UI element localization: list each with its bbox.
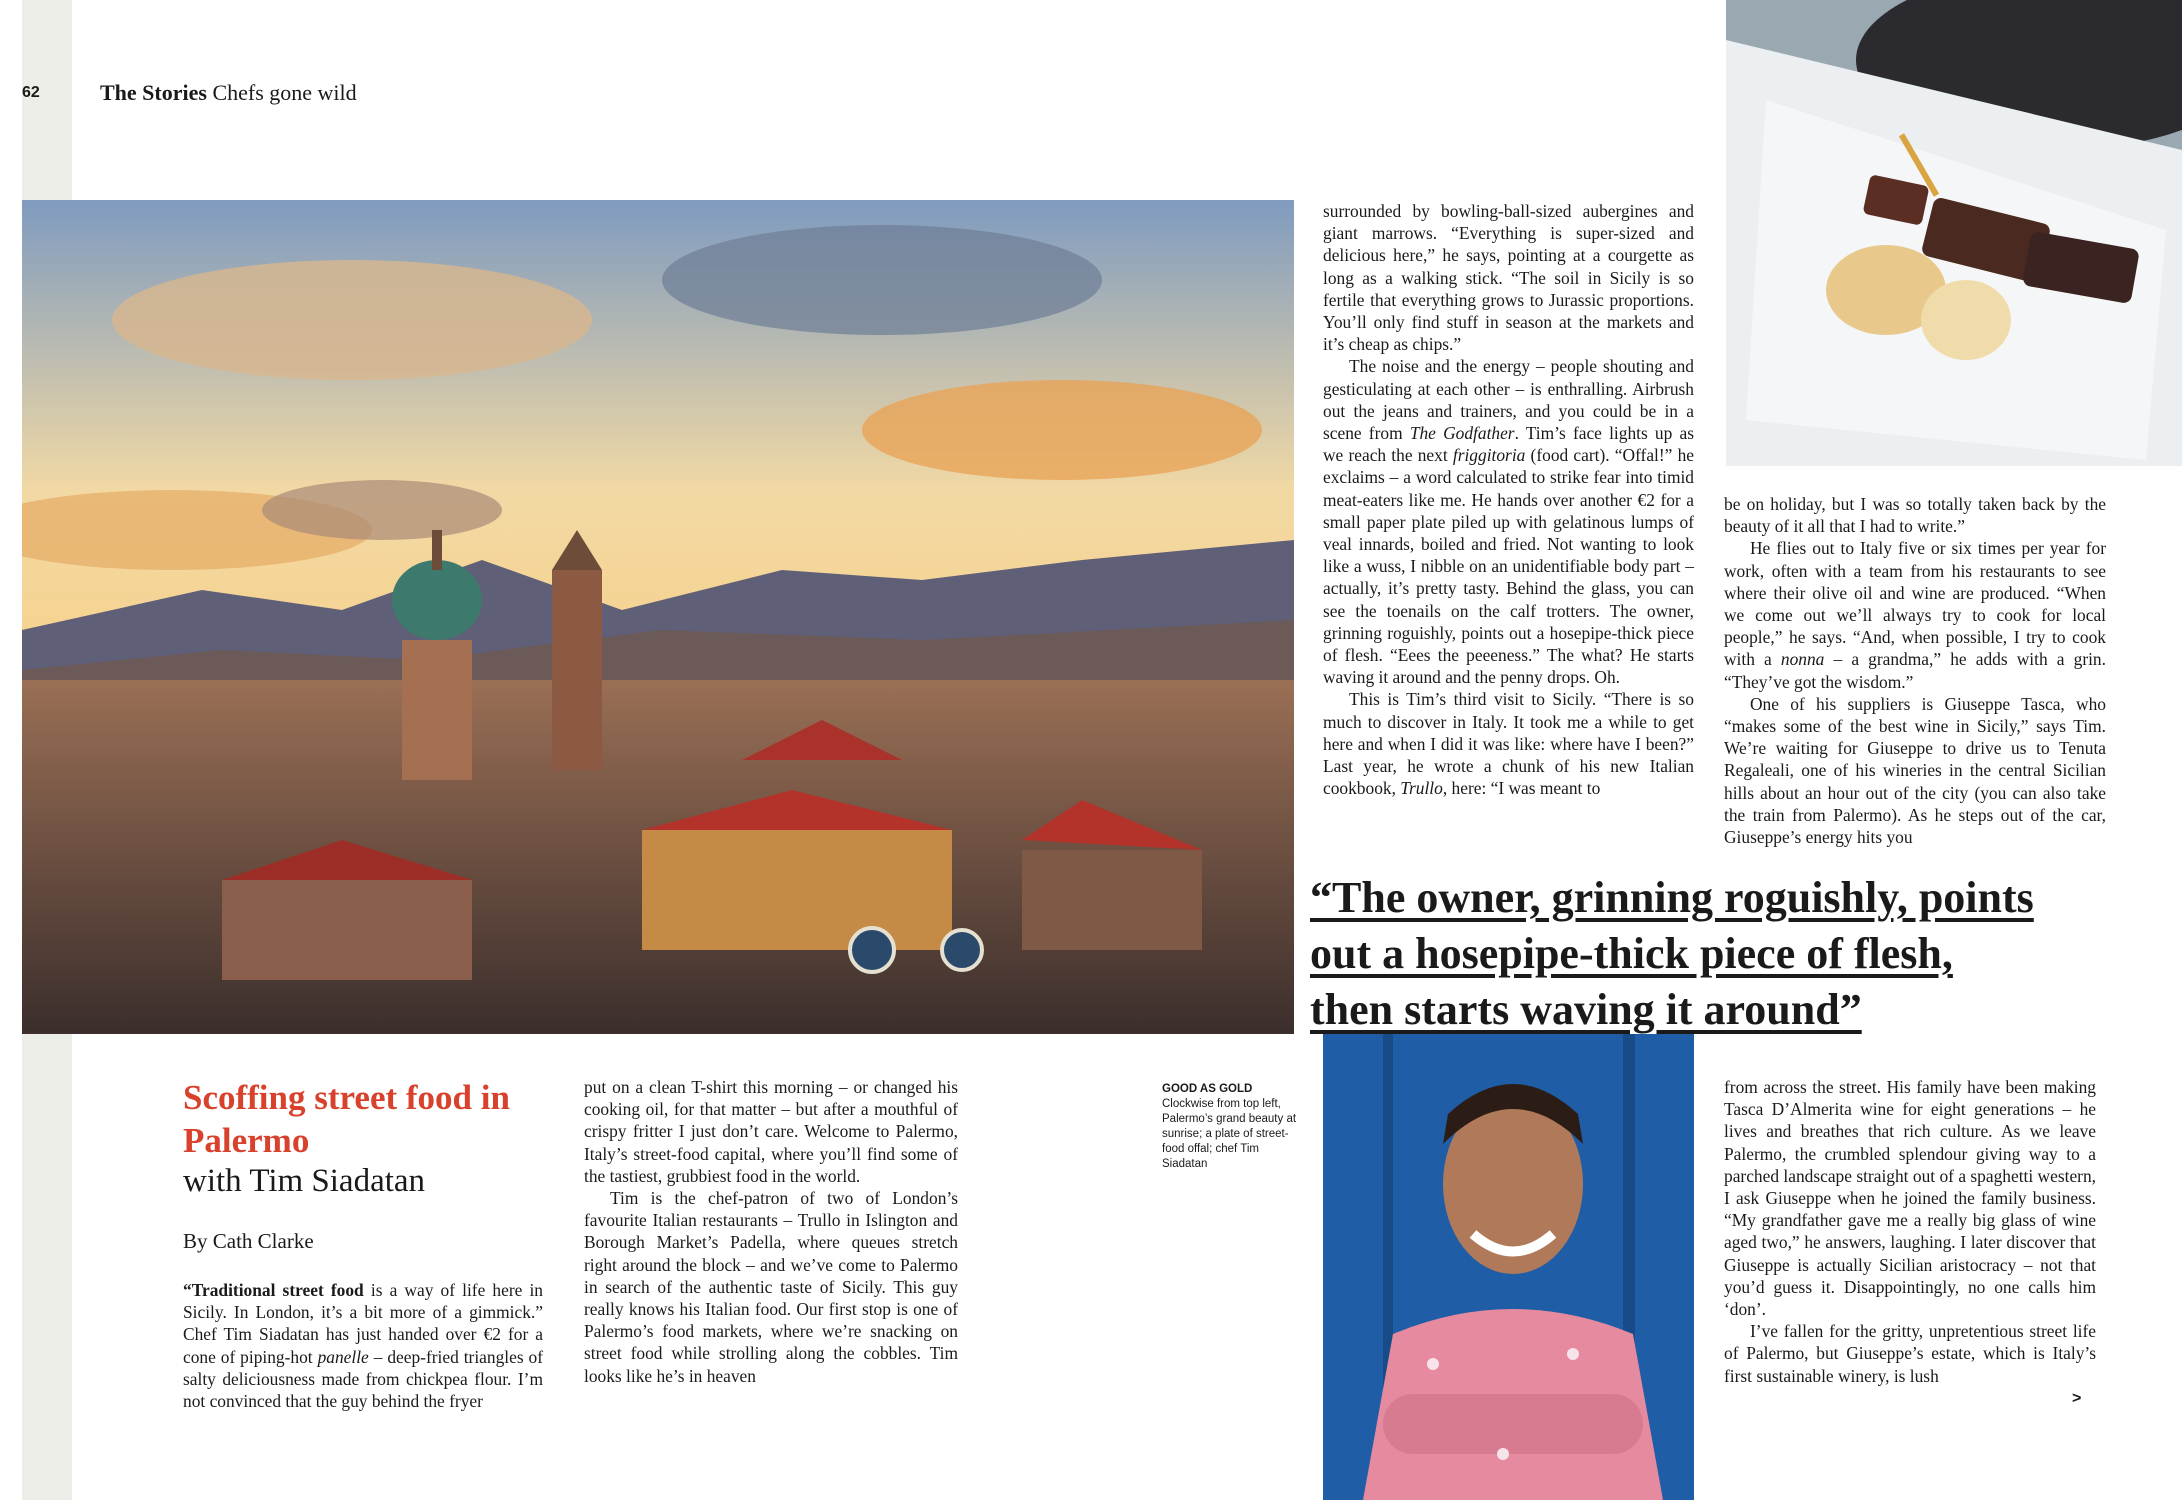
continue-arrow-icon: > bbox=[2072, 1390, 2082, 1407]
palermo-skyline-photo bbox=[22, 200, 1294, 1034]
panelle-term: panelle bbox=[317, 1346, 369, 1367]
pull-quote-line: then starts waving it around” bbox=[1310, 985, 1862, 1034]
friggitoria-term: friggitoria bbox=[1452, 445, 1526, 466]
pull-quote-line: “The owner, grinning roguishly, points bbox=[1310, 873, 2034, 922]
section-label: The Stories bbox=[100, 80, 207, 105]
paragraph: Tim is the chef-patron of two of London’s favourite Italian restaurants – Trullo in Islington and Borough Market’s Padella, where queues stretch right around the block – and we’ve come to Palermo in search of the authentic taste of Sicily. This guy really knows his Italian food. Our first stop is one of Palermo’s food markets, where we’re snacking on street food while strolling along the cobbles. Tim looks like he’s in heaven bbox=[584, 1188, 958, 1386]
running-header bbox=[100, 80, 357, 106]
article-byline: By Cath Clarke bbox=[183, 1229, 314, 1253]
article-column-1 bbox=[183, 1279, 543, 1412]
pull-quote bbox=[1310, 870, 2180, 1038]
paragraph: be on holiday, but I was so totally taken back by the beauty of it all that I had to write.” bbox=[1724, 494, 2106, 537]
paragraph: from across the street. His family have been making Tasca D’Almerita wine for eight generations – he lives and breathes that rich culture. As we leave Palermo, the crumbled splendour giving way to a parched landscape straight out of a spaghetti western, I ask Giuseppe when he joined the family business. “My grandfather gave me a really big glass of wine aged two,” he answers, laughing. I later discover that Giuseppe is actually Sicilian aristocracy – not that you’d guess it. Disappointingly, no one calls him ‘don’. bbox=[1724, 1077, 2096, 1320]
page-number: 62 bbox=[22, 84, 40, 101]
paragraph: This is Tim’s third visit to Sicily. “There is so much to discover in Italy. It took me a while to get here and when I did it was like: where have I been?” Last year, he wrote a chunk of his new Italian cookbook, Trullo, here: “I was meant to bbox=[1323, 689, 1694, 799]
article-column-4 bbox=[1724, 493, 2106, 848]
paragraph: put on a clean T-shirt this morning – or changed his cooking oil, for that matter – but after a mouthful of crispy fritter I just don’t care. Welcome to Palermo, Italy’s street-food capital, where you’ll find some of the tastiest, grubbiest food in the world. bbox=[584, 1077, 958, 1186]
paragraph: He flies out to Italy five or six times per year for work, often with a team from his restaurants to see where their olive oil and wine are produced. “When we come out we’ll always try to cook for local people,” he says. “And, when possible, I try to cook with a nonna – a grandma,” he adds with a grin. “They’ve got the wisdom.” bbox=[1724, 538, 2106, 692]
chef-portrait-photo bbox=[1323, 1034, 1694, 1500]
lead-paragraph: “Traditional street food is a way of life here in Sicily. In London, it’s a bit more of a gimmick.” Chef Tim Siadatan has just handed over €2 for a cone of piping-hot panelle – deep-fried triangles of salty deliciousness made from chickpea flour. I’m not convinced that the guy behind the fryer bbox=[183, 1280, 543, 1412]
article-column-2 bbox=[584, 1076, 958, 1387]
article-column-3 bbox=[1323, 200, 1694, 799]
article-column-5 bbox=[1724, 1076, 2096, 1387]
film-title: The Godfather bbox=[1409, 423, 1515, 444]
article-headline: Scoffing street food in Palermo bbox=[183, 1078, 510, 1160]
photo-caption bbox=[1162, 1082, 1302, 1172]
paragraph: The noise and the energy – people shouting and gesticulating at each other – is enthralling. Airbrush out the jeans and trainers, and you could be in a scene from The Godfather. Tim’s face lights up as we reach the next friggitoria (food cart). “Offal!” he exclaims – a word calculated to strike fear into timid meat-eaters like me. He hands over another €2 for a small paper plate piled up with gelatinous lumps of veal innards, boiled and fried. Not wanting to look like a wuss, I nibble on an unidentifiable body part – actually, it’s pretty tasty. Behind the glass, you can see the toenails on the calf trotters. The owner, grinning roguishly, points out a hosepipe-thick piece of flesh. “Eees the peeeness.” The what? He starts waving it around and the penny drops. Oh. bbox=[1323, 356, 1695, 688]
caption-title: GOOD AS GOLD bbox=[1162, 1083, 1253, 1095]
paragraph: surrounded by bowling-ball-sized aubergines and giant marrows. “Everything is super-sized and delicious here,” he says, pointing at a courgette as long as a walking stick. “The soil in Sicily is so fertile that everything grows to Jurassic proportions. You’ll only find stuff in season at the markets and it’s cheap as chips.” bbox=[1323, 201, 1694, 355]
street-food-offal-photo bbox=[1726, 0, 2182, 466]
paragraph: One of his suppliers is Giuseppe Tasca, who “makes some of the best wine in Sicily,” says Tim. We’re waiting for Giuseppe to drive us to Tenuta Regaleali, one of his wineries in the central Sicilian hills about an hour out of the city (you can also take the train from Palermo). As he steps out of the car, Giuseppe’s energy hits you bbox=[1724, 693, 2106, 848]
paragraph: I’ve fallen for the gritty, unpretentious street life of Palermo, but Giuseppe’s estate, which is Italy’s first sustainable winery, is lush bbox=[1724, 1321, 2096, 1386]
section-title: Chefs gone wild bbox=[212, 80, 357, 105]
pull-quote-line: out a hosepipe-thick piece of flesh, bbox=[1310, 929, 1953, 978]
article-subhead: with Tim Siadatan bbox=[183, 1163, 426, 1199]
nonna-term: nonna bbox=[1780, 649, 1825, 670]
lead-bold: “Traditional street food bbox=[183, 1280, 364, 1300]
caption-text: Clockwise from top left, Palermo’s grand beauty at sunrise; a plate of street-food offal; chef Tim Siadatan bbox=[1162, 1098, 1297, 1170]
book-title: Trullo bbox=[1400, 778, 1443, 799]
